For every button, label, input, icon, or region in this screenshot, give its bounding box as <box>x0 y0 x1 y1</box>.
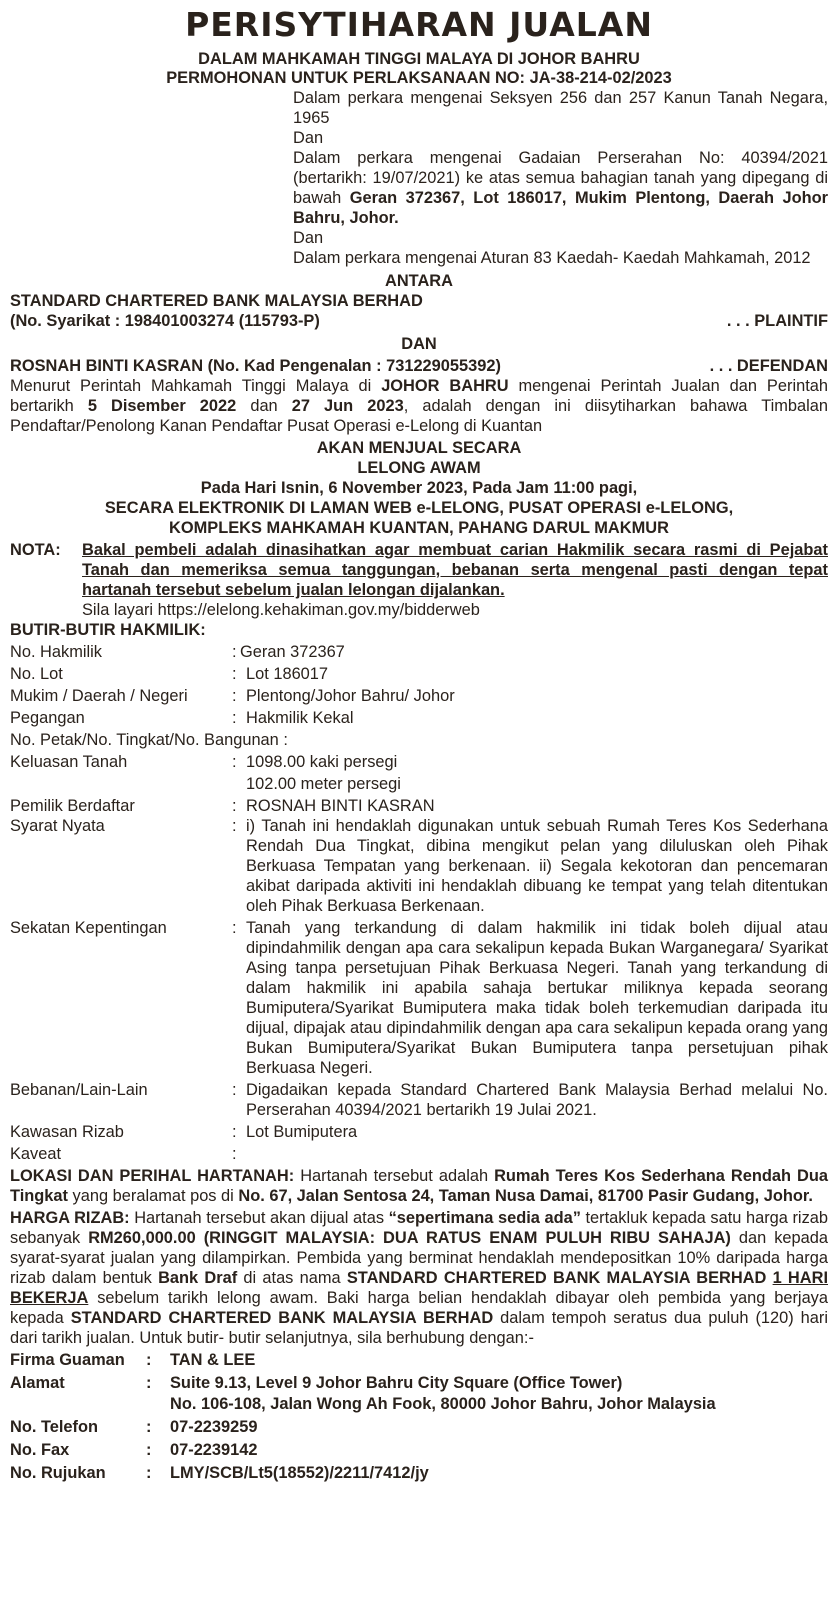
field-value: Hakmilik Kekal <box>246 709 354 727</box>
matter-text: Dalam perkara mengenai Gadaian Perserahan No: 40394/2021 (bertarikh: 19/07/2021) ke atas semua bahagian tanah yang dipegang di bawah <box>293 149 828 207</box>
bank-name: STANDARD CHARTERED BANK MALAYSIA BERHAD <box>346 1269 767 1287</box>
field-syarat <box>10 816 828 916</box>
matter-title-ref: Geran 372367, Lot 186017, Mukim Plentong, Daerah Johor Bahru, Johor. <box>293 189 828 227</box>
harga-text: dan kepada syarat-syarat jualan yang dilampirkan. Pembida yang berminat hendaklah mendepositkan 10% daripada harga rizab dalam bentuk <box>10 1229 828 1287</box>
field-colon: : <box>232 643 237 661</box>
field-label: Mukim / Daerah / Negeri <box>10 687 188 705</box>
harga-text: sebelum tarikh lelong awam. Baki harga belian hendaklah dibayar oleh pembida yang berjaya kepada <box>10 1289 828 1327</box>
lokasi-paragraph <box>10 1166 828 1206</box>
contact-rujukan <box>10 1463 828 1484</box>
field-keluasan <box>10 752 828 794</box>
dan-heading: DAN <box>401 335 437 353</box>
auction-line-1: AKAN MENJUAL SECARA <box>316 439 522 457</box>
field-label: Pemilik Berdaftar <box>10 797 135 815</box>
plaintiff-role: . . . PLAINTIF <box>726 312 828 330</box>
field-label: Sekatan Kepentingan <box>10 919 167 937</box>
field-label: Kaveat <box>10 1145 62 1163</box>
contact-label: No. Rujukan <box>10 1464 106 1482</box>
matter-dan-2: Dan <box>293 229 324 247</box>
order-text: dan <box>236 397 292 415</box>
field-rizab <box>10 1122 828 1142</box>
butir-heading: BUTIR-BUTIR HAKMILIK: <box>10 621 206 639</box>
nota-text: Bakal pembeli adalah dinasihatkan agar membuat carian Hakmilik secara rasmi di Pejabat Tanah dan memeriksa semua tanggungan, bebanan serta mengenal pasti dengan tepat hartanah tersebut sebelum jualan lelongan dijalankan. <box>82 541 828 599</box>
field-colon: : <box>232 753 237 771</box>
contact-value: LMY/SCB/Lt5(18552)/2211/7412/jy <box>170 1464 429 1482</box>
order-date-1: 5 Disember 2022 <box>87 397 237 415</box>
auction-venue-1: SECARA ELEKTRONIK DI LAMAN WEB e-LELONG, PUSAT OPERASI e-LELONG, <box>104 499 734 517</box>
field-colon: : <box>232 817 237 835</box>
field-colon: : <box>232 1081 237 1099</box>
field-sekatan <box>10 918 828 1078</box>
lokasi-label: LOKASI DAN PERIHAL HARTANAH: <box>10 1167 295 1185</box>
contact-value: 07-2239142 <box>170 1441 258 1459</box>
order-text: mengenai Perintah Jualan dan Perintah bertarikh <box>10 377 828 415</box>
contact-label: No. Telefon <box>10 1418 99 1436</box>
contact-colon: : <box>146 1418 152 1436</box>
field-value: ROSNAH BINTI KASRAN <box>246 797 435 815</box>
harga-text: di atas nama <box>237 1269 347 1287</box>
field-colon: : <box>232 665 237 683</box>
harga-paragraph <box>10 1208 828 1348</box>
contact-colon: : <box>146 1441 152 1459</box>
field-label: No. Hakmilik <box>10 643 102 661</box>
defendant-row <box>10 356 828 376</box>
field-value <box>246 752 828 794</box>
field-colon: : <box>232 1145 237 1163</box>
matter-block <box>293 88 828 268</box>
sale-proclamation <box>0 6 838 1484</box>
as-is-phrase: “sepertimana sedia ada” <box>388 1209 581 1227</box>
court-line: DALAM MAHKAMAH TINGGI MALAYA DI JOHOR BAHRU <box>198 50 640 68</box>
nota-label: NOTA: <box>10 541 61 559</box>
order-date-2: 27 Jun 2023 <box>291 397 404 415</box>
contact-colon: : <box>146 1351 152 1369</box>
field-colon: : <box>232 687 237 705</box>
contact-colon: : <box>146 1464 152 1482</box>
field-value: Plentong/Johor Bahru/ Johor <box>246 687 455 705</box>
order-text: , adalah dengan ini diisytiharkan bahawa Timbalan Pendaftar/Penolong Kanan Pendaftar Pusat Operasi e-Lelong di Kuantan <box>10 397 828 435</box>
field-bebanan <box>10 1080 828 1120</box>
field-pemilik <box>10 796 828 816</box>
defendant-role: . . . DEFENDAN <box>709 357 828 375</box>
field-hakmilik <box>10 642 828 662</box>
contact-label: Alamat <box>10 1374 65 1392</box>
plaintiff-name: STANDARD CHARTERED BANK MALAYSIA BERHAD <box>10 292 423 310</box>
field-colon: : <box>232 1123 237 1141</box>
nota-block <box>10 540 828 620</box>
document-title: PERISYTIHARAN JUALAN <box>185 5 653 44</box>
application-number: PERMOHONAN UNTUK PERLAKSANAAN NO: JA-38-214-02/2023 <box>166 69 672 87</box>
nota-website: Sila layari https://elelong.kehakiman.gov.my/bidderweb <box>82 601 480 619</box>
property-address: No. 67, Jalan Sentosa 24, Taman Nusa Damai, 81700 Pasir Gudang, Johor. <box>238 1187 813 1205</box>
field-kaveat <box>10 1144 828 1164</box>
field-label: Syarat Nyata <box>10 817 105 835</box>
field-colon: : <box>232 797 237 815</box>
defendant-name: ROSNAH BINTI KASRAN (No. Kad Pengenalan : 731229055392) <box>10 357 501 375</box>
lokasi-text: Hartanah tersebut adalah <box>294 1167 495 1185</box>
auction-date: Pada Hari Isnin, 6 November 2023, Pada Jam 11:00 pagi, <box>200 479 638 497</box>
harga-text: dalam tempoh seratus dua puluh (120) hari dari tarikh jualan. Untuk butir- butir selanjutnya, sila berhubung dengan:- <box>10 1309 828 1347</box>
harga-label: HARGA RIZAB: <box>10 1209 130 1227</box>
plaintiff-row <box>10 311 828 331</box>
harga-text: Hartanah tersebut akan dijual atas <box>129 1209 389 1227</box>
harga-text: tertakluk kepada satu harga rizab sebanyak <box>10 1209 828 1247</box>
lokasi-text: yang beralamat pos di <box>67 1187 239 1205</box>
contact-value: 07-2239259 <box>170 1418 258 1436</box>
field-pegangan <box>10 708 828 728</box>
property-type: Rumah Teres Kos Sederhana Rendah Dua Tingkat <box>10 1167 828 1205</box>
contact-label: No. Fax <box>10 1441 70 1459</box>
field-label: Kawasan Rizab <box>10 1123 124 1141</box>
field-value: Lot Bumiputera <box>246 1123 358 1141</box>
matter-paragraph-3: Dalam perkara mengenai Aturan 83 Kaedah- Kaedah Mahkamah, 2012 <box>293 249 811 267</box>
working-day: 1 HARI BEKERJA <box>10 1269 829 1307</box>
field-value: Digadaikan kepada Standard Chartered Bank Malaysia Berhad melalui No. Perserahan 40394/2021 bertarikh 19 Julai 2021. <box>246 1081 828 1119</box>
contact-value <box>170 1373 828 1415</box>
contact-fax <box>10 1440 828 1461</box>
contact-telefon <box>10 1417 828 1438</box>
antara-heading: ANTARA <box>385 272 453 290</box>
reserve-price: RM260,000.00 (RINGGIT MALAYSIA: DUA RATUS ENAM PULUH RIBU SAHAJA) <box>88 1229 731 1247</box>
bank-draft: Bank Draf <box>158 1269 238 1287</box>
contact-colon: : <box>146 1374 152 1392</box>
contact-firma <box>10 1350 828 1371</box>
field-colon: : <box>232 919 237 937</box>
address-line-2: No. 106-108, Jalan Wong Ah Fook, 80000 Johor Bahru, Johor Malaysia <box>170 1395 716 1413</box>
matter-paragraph-2 <box>293 148 828 228</box>
bank-name: STANDARD CHARTERED BANK MALAYSIA BERHAD <box>70 1309 494 1327</box>
order-paragraph <box>10 376 828 436</box>
area-sqft: 1098.00 kaki persegi <box>246 753 398 771</box>
field-value: Lot 186017 <box>246 665 329 683</box>
contact-alamat <box>10 1373 828 1415</box>
matter-paragraph-1: Dalam perkara mengenai Seksyen 256 dan 257 Kanun Tanah Negara, 1965 <box>293 89 828 127</box>
auction-line-2: LELONG AWAM <box>357 459 481 477</box>
address-line-1: Suite 9.13, Level 9 Johor Bahru City Square (Office Tower) <box>170 1374 623 1392</box>
field-label: Keluasan Tanah <box>10 753 128 771</box>
contact-value: TAN & LEE <box>170 1351 256 1369</box>
field-petak: No. Petak/No. Tingkat/No. Bangunan : <box>10 731 288 749</box>
plaintiff-registration: (No. Syarikat : 198401003274 (115793-P) <box>10 312 320 330</box>
field-lot <box>10 664 828 684</box>
field-colon: : <box>232 709 237 727</box>
order-text: Menurut Perintah Mahkamah Tinggi Malaya di <box>10 377 382 395</box>
matter-dan-1: Dan <box>293 129 324 147</box>
field-value <box>246 1144 828 1164</box>
area-sqm: 102.00 meter persegi <box>246 775 401 793</box>
field-label: Bebanan/Lain-Lain <box>10 1081 148 1099</box>
auction-venue-2: KOMPLEKS MAHKAMAH KUANTAN, PAHANG DARUL MAKMUR <box>169 519 669 537</box>
field-label: Pegangan <box>10 709 85 727</box>
field-mukim <box>10 686 828 706</box>
field-value: Geran 372367 <box>240 643 345 661</box>
field-value: Tanah yang terkandung di dalam hakmilik ini tidak boleh dijual atau dipindahmilik dengan apa cara sekalipun kepada Bukan Warganegara/ Syarikat Asing tanpa persetujuan Pihak Berkuasa Negeri. Tanah yang terkandung di dalam hakmilik ini apabila sahaja bertukar miliknya kepada seorang Bumiputera/Syarikat Bumiputera maka tidak boleh terkemudian daripada itu dijual, dipajak atau dipindahmilik dengan apa cara sekalipun kepada orang yang Bukan Bumiputera/Syarikat Bukan Bumiputera tanpa persetujuan pihak Berkuasa Negeri. <box>246 919 828 1077</box>
field-value: i) Tanah ini hendaklah digunakan untuk sebuah Rumah Teres Kos Sederhana Rendah Dua Tingkat, dibina mengikut pelan yang diluluskan oleh Pihak Berkuasa Tempatan yang berkenaan. ii) Segala kekotoran dan pencemaran akibat daripada aktiviti ini hendaklah dibuang ke tempat yang telah ditentukan oleh Pihak Berkuasa Berkenaan. <box>246 817 828 915</box>
contact-label: Firma Guaman <box>10 1351 125 1369</box>
field-label: No. Lot <box>10 665 63 683</box>
order-court: JOHOR BAHRU <box>381 377 509 395</box>
nota-content <box>82 540 828 620</box>
